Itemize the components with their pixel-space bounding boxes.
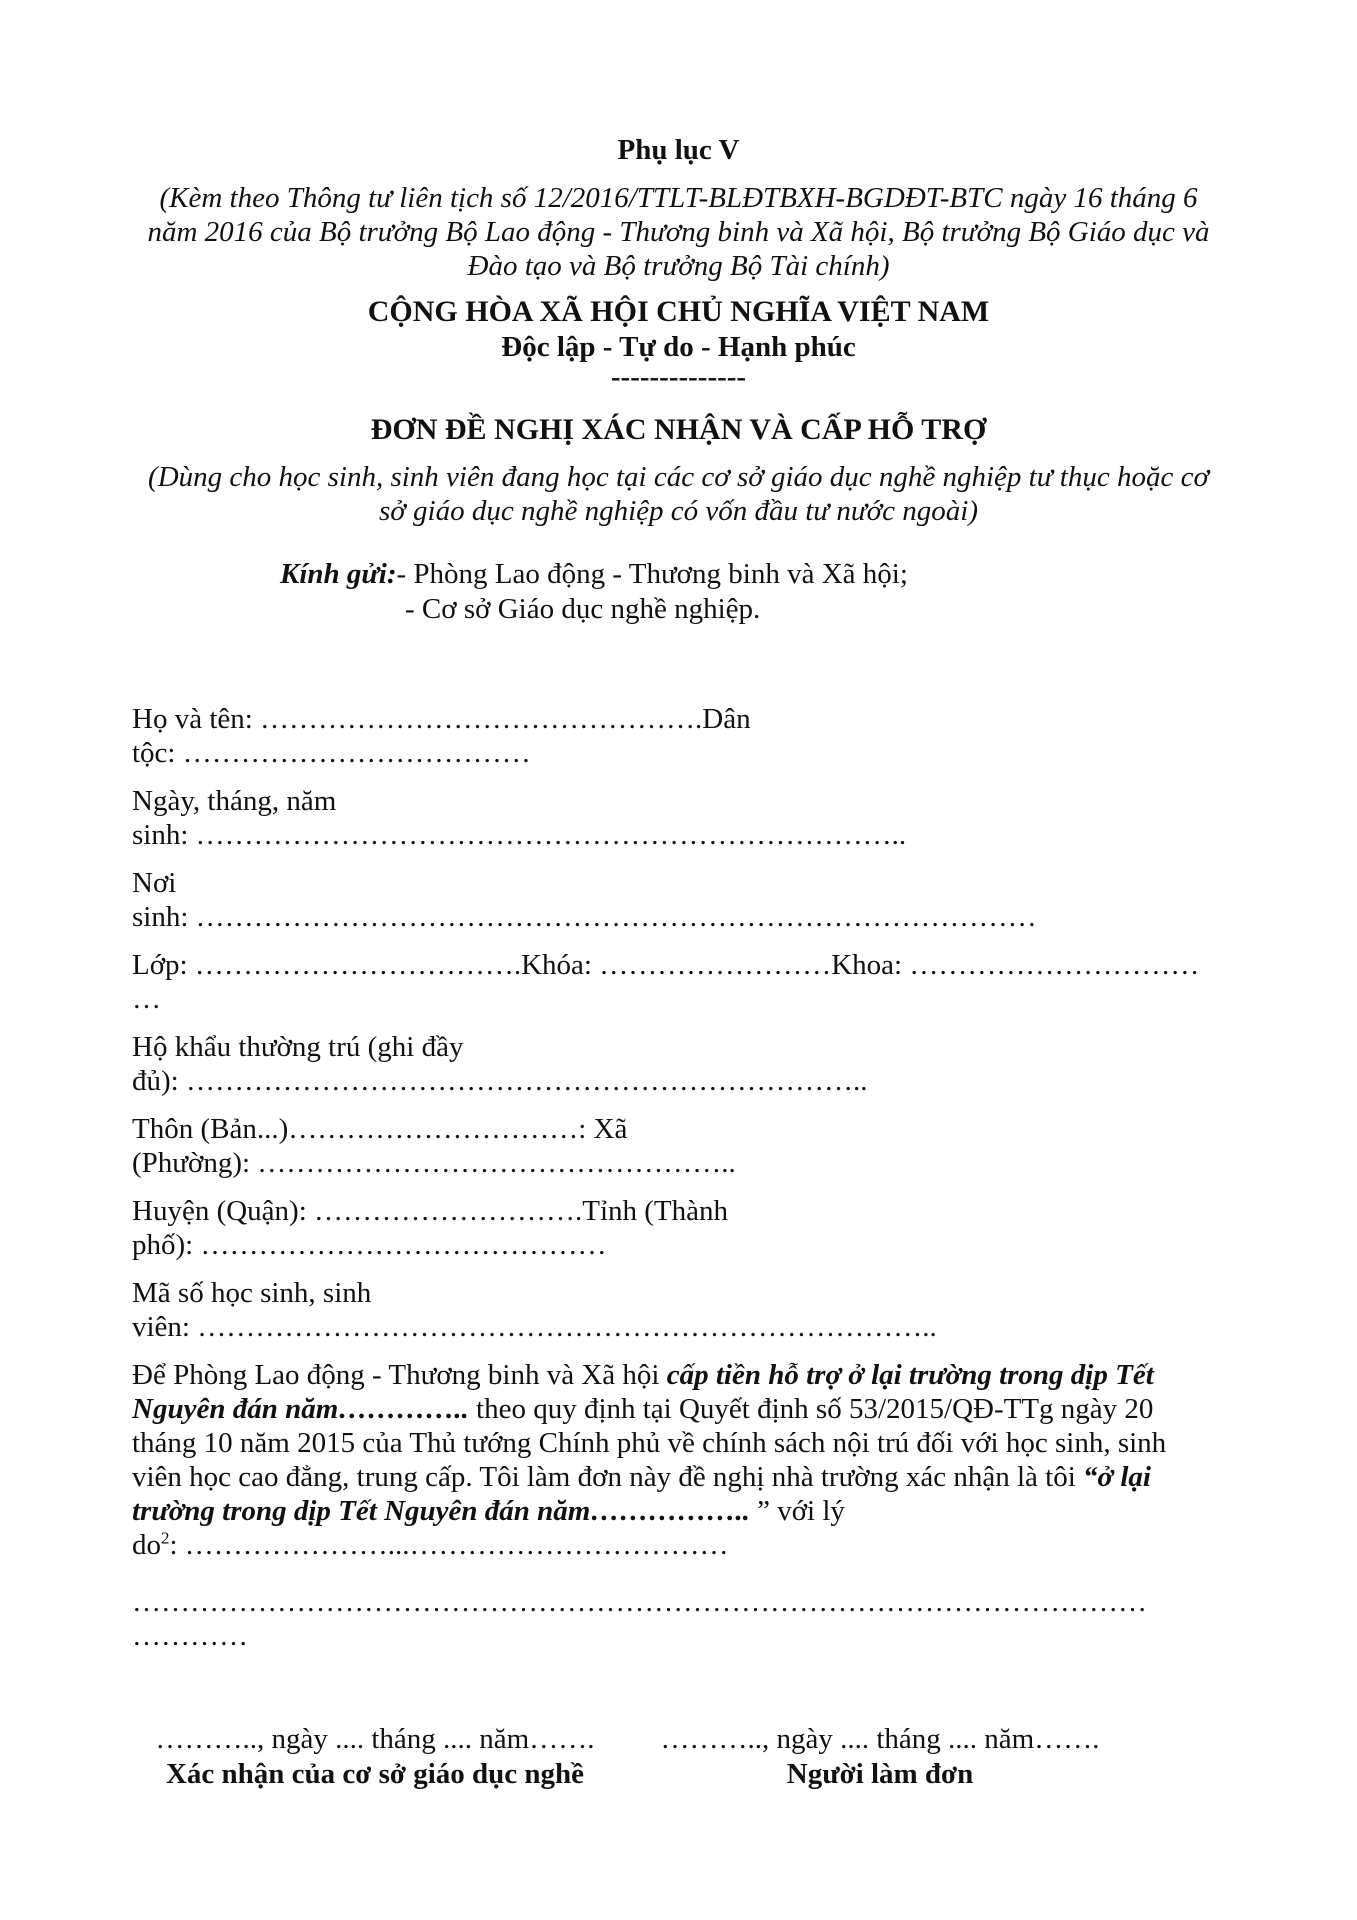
form-title: ĐƠN ĐỀ NGHỊ XÁC NHẬN VÀ CẤP HỖ TRỢ [370,413,987,446]
national-motto: Độc lập - Tự do - Hạnh phúc [501,331,856,363]
field-class-line-2: … [132,983,161,1015]
request-line-1 [132,1358,1154,1392]
request-text: theo quy định tại Quyết định số 53/2015/QĐ-TTg ngày 20 [468,1393,1154,1425]
request-line-6 [132,1528,729,1562]
field-village-line-1: Thôn (Bản...)…………………………: Xã [132,1113,628,1145]
request-line-8: ………… [132,1620,248,1652]
request-line-2 [132,1392,1153,1426]
applicant-title: Người làm đơn [786,1758,974,1790]
request-emphasis: cấp tiền hỗ trợ ở lại trường trong dịp Tết [666,1359,1154,1391]
field-dob-line-1: Ngày, tháng, năm [132,785,337,817]
request-text: viên học cao đẳng, trung cấp. Tôi làm đơn này đề nghị nhà trường xác nhận là tôi [132,1461,1084,1493]
field-district-line-2: phố): …………………………………… [132,1229,607,1261]
form-usage-line-1: (Dùng cho học sinh, sinh viên đang học tại các cơ sở giáo dục nghề nghiệp tư thục hoặc cơ [148,461,1209,493]
left-date-line: ……….., ngày .... tháng .... năm……. [155,1723,595,1755]
field-dob-line-2: sinh: ……………………………………………………………….. [132,819,907,851]
reason-label: do [132,1529,161,1561]
appendix-title: Phụ lục V [617,134,740,166]
field-name-line-2: tộc: ……………………………… [132,737,531,769]
recipients-label: Kính gửi: [280,558,397,590]
appendix-attach-line-2: năm 2016 của Bộ trưởng Bộ Lao động - Thương binh và Xã hội, Bộ trưởng Bộ Giáo dục và [147,216,1210,248]
request-text: Để Phòng Lao động - Thương binh và Xã hội [132,1359,667,1391]
recipients-line-1 [280,557,908,591]
reason-dots: : …………………...…………………………… [169,1529,729,1561]
right-date-line: ……….., ngày .... tháng .... năm……. [660,1723,1100,1755]
footnote-marker: 2 [161,1528,170,1548]
request-line-5 [132,1494,845,1528]
form-usage-line-2: sở giáo dục nghề nghiệp có vốn đầu tư nước ngoài) [379,495,978,527]
request-line-7: …………………………………………………………………………………………… [132,1586,1147,1618]
national-name: CỘNG HÒA XÃ HỘI CHỦ NGHĨA VIỆT NAM [367,295,990,328]
request-line-3: tháng 10 năm 2015 của Thủ tướng Chính phủ về chính sách nội trú đối với học sinh, sinh [132,1427,1167,1459]
field-name-line-1: Họ và tên: ……………………………………….Dân [132,703,751,735]
appendix-attach-line-1: (Kèm theo Thông tư liên tịch số 12/2016/TTLT-BLĐTBXH-BGDĐT-BTC ngày 16 tháng 6 [159,182,1198,214]
header-divider: -------------- [610,361,747,393]
field-residence-line-1: Hộ khẩu thường trú (ghi đầy [132,1031,464,1063]
field-student-id-line-1: Mã số học sinh, sinh [132,1277,372,1309]
field-class-line-1: Lớp: …………………………….Khóa: ……………………Khoa: ………………………… [132,949,1200,981]
recipient-vocational-school: - Cơ sở Giáo dục nghề nghiệp. [405,593,761,625]
request-line-4 [132,1460,1151,1494]
school-confirmation-title: Xác nhận của cơ sở giáo dục nghề [165,1758,585,1790]
request-emphasis: Nguyên đán năm………….. [132,1393,469,1425]
appendix-attach-line-3: Đào tạo và Bộ trưởng Bộ Tài chính) [467,250,890,282]
field-pob-line-2: sinh: …………………………………………………………………………… [132,901,1037,933]
field-residence-line-2: đủ): …………………………………………………………….. [132,1065,868,1097]
field-village-line-2: (Phường): ………………………………………….. [132,1147,736,1179]
field-district-line-1: Huyện (Quận): ……………………….Tỉnh (Thành [132,1195,729,1227]
request-emphasis: trường trong dịp Tết Nguyên đán năm…………….. [132,1495,750,1527]
recipient-labour-office: - Phòng Lao động - Thương binh và Xã hội; [396,558,908,590]
field-pob-line-1: Nơi [132,867,177,899]
request-emphasis: “ở lại [1083,1461,1151,1493]
field-student-id-line-2: viên: ………………………………………………………………….. [132,1311,937,1343]
request-text: ” với lý [749,1495,845,1527]
